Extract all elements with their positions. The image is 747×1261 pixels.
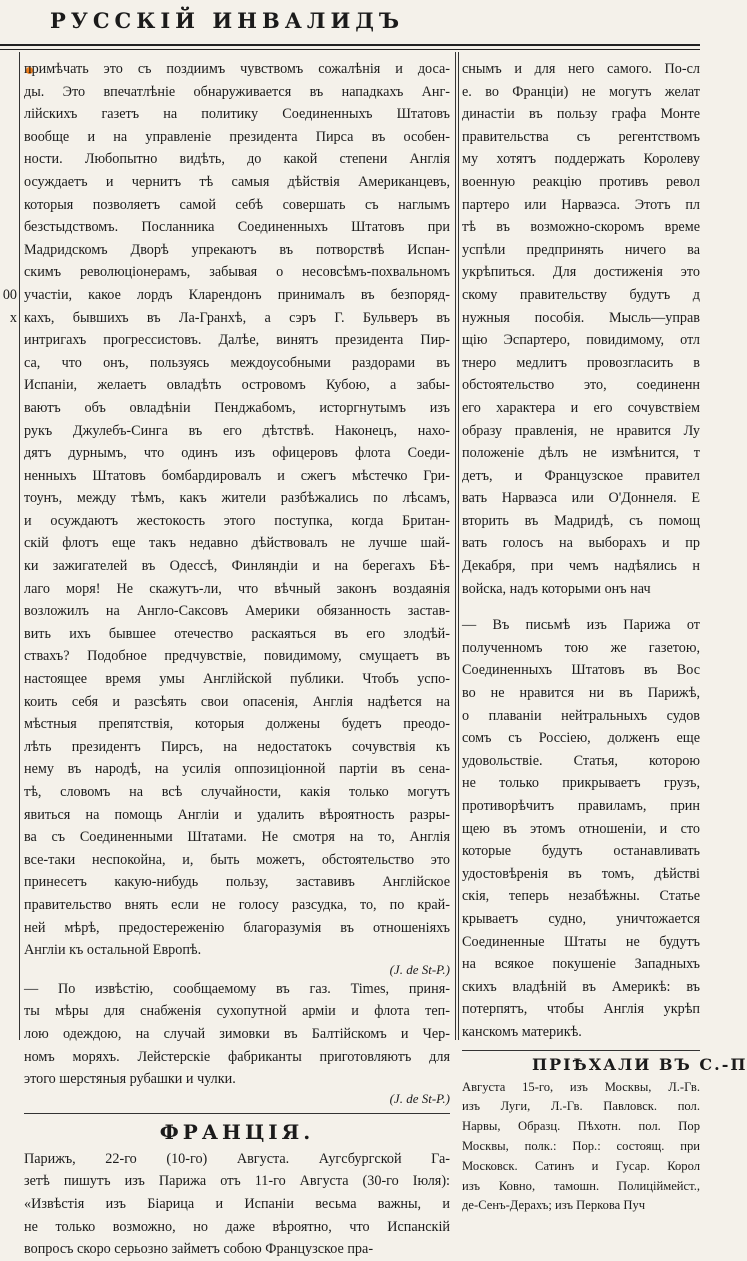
left-fragment: [0, 532, 17, 555]
left-fragment: 00: [2, 286, 17, 303]
text-line: ва съ Соединенными Штатами. Не смотря на то, Англія: [24, 829, 450, 846]
text-line: участіи, какое лордъ Кларендонъ принималъ въ безпоряд-: [24, 286, 450, 303]
text-line: все-таки неспокойна, и, быть можетъ, обстоятельство это: [24, 851, 450, 868]
text-line: которые будутъ останавливать: [462, 843, 700, 860]
left-fragment: [0, 239, 17, 262]
text-line: обстоятельство это, соединенн: [462, 377, 700, 394]
text-line: вить ихъ бывшее отечество раскаяться въ его злодѣй-: [24, 625, 450, 642]
text-line: коить себя и разсѣять свои опасенія, Англія надѣется на: [24, 693, 450, 710]
arrivals-list: [462, 1078, 700, 1217]
left-fragment: [0, 1075, 17, 1098]
left-fragment: [0, 510, 17, 533]
text-line: лаго моря! Не скажутъ-ли, что вѣчный законъ воздаянія: [24, 580, 450, 597]
text-line: полученномъ тою же газетою,: [462, 639, 700, 656]
text-line: Декабря, при чемъ надѣялись н: [462, 558, 700, 575]
left-fragment: [0, 81, 17, 104]
left-fragment: [0, 555, 17, 578]
section-title-france: ФРАНЦІЯ.: [159, 1119, 315, 1144]
text-line: ности. Любопытно видѣть, до какой степени Англія: [24, 151, 450, 168]
text-line: образу правленія, не нравится Лу: [462, 422, 700, 439]
source-signature-2: (J. de St-P.): [389, 1090, 450, 1106]
text-line: ней мѣрѣ, предостереженію благоразумія въ отношеніяхъ: [24, 919, 450, 936]
left-fragment: [0, 420, 17, 443]
text-line: ды. Это впечатлѣніе обнаруживается въ нападкахъ Анг-: [24, 83, 450, 100]
newspaper-title: РУССКІЙ ИНВАЛИДЪ: [50, 8, 405, 33]
text-line: примѣчать это съ поздиимъ чувствомъ сожалѣнія и доса-: [24, 61, 450, 77]
article-spain-continued: [462, 58, 700, 600]
text-line: тнеро медлитъ провозгласить в: [462, 354, 700, 371]
text-line: не только прикрываетъ грузъ,: [462, 775, 700, 792]
text-line: партеро или Нарваэса. Этотъ пл: [462, 196, 700, 213]
left-fragment: [0, 871, 17, 894]
column-divider-right-inner: [458, 52, 459, 1040]
text-line: и осуждаютъ жестокость этого поступка, когда Британ-: [24, 512, 450, 529]
text-line: его характера и его сочувствіем: [462, 399, 700, 416]
article-paris: [24, 1148, 450, 1261]
text-line: скій флотъ еще такъ недавно дѣйствовалъ не лучше шай-: [24, 535, 450, 552]
left-fragment: [0, 1030, 17, 1053]
text-line: лою одеждою, на случай зимовки въ Балтійскомъ и Чер-: [24, 1025, 450, 1042]
text-line: сомъ съ Россіею, долженъ еще: [462, 730, 700, 747]
text-line: тѣ, словомъ на всѣ случайности, какія только могутъ: [24, 784, 450, 800]
text-line: канскомъ материкѣ.: [462, 1023, 582, 1040]
text-line: о плаваніи нейтральныхъ судов: [462, 707, 700, 724]
text-line: Мадридскомъ Дворѣ упрекаютъ въ потворствѣ Испан-: [24, 241, 450, 258]
text-line: династіи въ пользу графа Монте: [462, 106, 700, 123]
left-fragment: [0, 781, 17, 804]
left-fragment: [0, 216, 17, 239]
left-fragment: [0, 374, 17, 397]
text-line: ваютъ объ овладѣніи Пенджабомъ, исторгнутымъ изъ: [24, 399, 450, 416]
text-line: успѣли предпринять ничего ва: [462, 241, 700, 258]
text-line: са, что онъ, пользуясь междоусобными раздорами въ: [24, 354, 450, 371]
text-line: тоунъ, между тѣмъ, какъ жители разбѣжались по лѣсамъ,: [24, 490, 450, 507]
left-fragment: [0, 736, 17, 759]
text-line: вать Нарваэса или О'Доннеля. Е: [462, 490, 700, 507]
text-line: войска, надъ которыми онъ нач: [462, 580, 651, 597]
right-column: [462, 58, 747, 1216]
arrival-line: Москвы, полк.: Пор.: состоящ. при: [462, 1138, 700, 1153]
text-line: нужныя пособія. Мысль—управ: [462, 309, 700, 326]
text-line: осуждаетъ и чернитъ тѣ самыя дѣйствія Американцевъ,: [24, 173, 450, 190]
text-line: тѣ въ возможно-скоромъ време: [462, 219, 700, 236]
arrivals-divider: [462, 1050, 700, 1051]
text-line: рукъ Джулебъ-Синга въ его дѣтствѣ. Наконецъ, нахо-: [24, 422, 450, 439]
text-line: скимъ революціонерамъ, забывая о несовсѣмъ-похвальномъ: [24, 264, 450, 281]
arrival-line: де-Сенъ-Дерахъ; изъ Перкова Пуч: [462, 1198, 646, 1213]
text-line: укрѣпиться. Для достиженія это: [462, 264, 700, 281]
text-line: — По извѣстію, сообщаемому въ газ. Times, приня-: [24, 980, 450, 997]
left-fragment: [0, 148, 17, 171]
article-times-note: [24, 978, 450, 1091]
left-fragment: [0, 465, 17, 488]
top-rule-thin: [0, 49, 700, 50]
text-line: положеніе дѣлъ не измѣнится, т: [462, 445, 700, 462]
text-line: ки зажигателей въ Одессѣ, Финляндіи и на берегахъ Бѣ-: [24, 558, 450, 575]
left-fragment: [0, 487, 17, 510]
left-fragment: [0, 645, 17, 668]
text-line: щію Эспартеро, повидимому, отл: [462, 332, 700, 349]
arrivals-heading: ПРІѢХАЛИ ВЪ С.-П: [532, 1054, 747, 1074]
text-line: этого шерстяныя рубашки и чулки.: [24, 1071, 236, 1088]
column-divider-right: [455, 52, 456, 1040]
left-fragment: [0, 578, 17, 601]
text-line: Соединенныхъ Штатовъ въ Вос: [462, 662, 700, 679]
text-line: Испаніи, желаетъ овладѣть островомъ Кубою, а забы-: [24, 377, 450, 394]
left-fragment: [0, 1052, 17, 1075]
left-column-fragment: [0, 58, 17, 1097]
text-line: Англіи къ остальной Европѣ.: [24, 942, 202, 959]
text-line: интригахъ прогрессистовъ. Далѣе, винятъ президента Пир-: [24, 332, 450, 349]
text-line: Парижъ, 22-го (10-го) Августа. Аугсбургской Га-: [24, 1150, 450, 1167]
left-fragment: [0, 194, 17, 217]
text-line: удостовѣренія въ томъ, дѣйстві: [462, 865, 700, 882]
text-line: потерпятъ, чтобы Англія укрѣп: [462, 1001, 700, 1018]
text-line: кахъ, бывшихъ въ Ла-Гранхѣ, а сэръ Г. Бульверъ въ: [24, 309, 450, 326]
text-line: безстыдствомъ. Посланника Соединенныхъ Штатовъ при: [24, 219, 450, 236]
left-fragment: x: [9, 309, 17, 326]
text-line: правительство внять если не голосу разсудка, то, по край-: [24, 896, 450, 913]
left-fragment: [0, 668, 17, 691]
column-divider-left: [19, 52, 20, 1040]
left-fragment: [0, 600, 17, 623]
left-fragment: [0, 397, 17, 420]
text-line: вообще и на управленіе президента Пирса въ особен-: [24, 128, 450, 145]
text-line: на всякое покушеніе Западныхъ: [462, 956, 700, 973]
text-line: щею въ этомъ отношеніи, и сто: [462, 820, 700, 837]
text-line: крываетъ судно, уничтожается: [462, 910, 700, 927]
text-line: е. во Франціи) не могутъ желат: [462, 83, 700, 100]
text-line: вторить въ Мадридѣ, съ помощ: [462, 512, 700, 529]
arrival-line: Августа 15-го, изъ Москвы, Л.-Гв.: [462, 1079, 700, 1094]
left-fragment: [0, 713, 17, 736]
section-divider: [24, 1113, 450, 1114]
arrival-line: Нарвы, Образц. Пѣхотн. пол. Пор: [462, 1119, 700, 1134]
article-us-letter: [462, 614, 700, 1043]
left-fragment: [0, 58, 17, 81]
left-fragment: [0, 826, 17, 849]
left-fragment: [0, 352, 17, 375]
left-fragment: [0, 917, 17, 940]
left-fragment: [0, 962, 17, 985]
source-signature: (J. de St-P.): [389, 961, 450, 977]
text-line: вопросъ скоро серьозно займетъ собою Французское пра-: [24, 1241, 374, 1258]
arrival-line: изъ Луги, Л.-Гв. Павловск. пол.: [462, 1099, 700, 1114]
text-line: скому правительству будутъ д: [462, 286, 700, 303]
text-line: не только возможно, но даже вѣроятно, что Испанскій: [24, 1218, 450, 1235]
text-line: настоящее время умы Англійской публики. Чтобъ успо-: [24, 671, 450, 688]
text-line: детъ, и Французское правител: [462, 467, 700, 484]
text-line: скихъ владѣній въ Америкѣ: въ: [462, 978, 700, 995]
text-line: вать голосъ на выборахъ и пр: [462, 535, 700, 552]
text-line: Соединенные Штаты не будутъ: [462, 933, 700, 950]
text-line: лійскихъ газетъ на политику Соединенныхъ Штатовъ: [24, 106, 450, 123]
left-fragment: [0, 758, 17, 781]
text-line: во не нравится ни въ Парижѣ,: [462, 685, 700, 702]
top-rule: [0, 44, 700, 46]
text-line: явиться на помощь Англіи и удалить вѣроятность разры-: [24, 806, 450, 823]
text-line: му хотятъ поддержать Королеву: [462, 151, 700, 168]
text-line: скія, теперь незабѣжны. Статье: [462, 888, 700, 905]
left-fragment: [0, 984, 17, 1007]
left-fragment: [0, 691, 17, 714]
left-fragment: [0, 1007, 17, 1030]
left-fragment: [0, 849, 17, 872]
text-line: военную реакцію противъ револ: [462, 173, 700, 190]
main-column: [24, 58, 450, 1261]
left-fragment: [0, 939, 17, 962]
text-line: правительства съ регентствомъ: [462, 128, 700, 145]
text-line: возложилъ на Англо-Саксовъ Америки обязанность застав-: [24, 603, 450, 620]
text-line: ненныхъ Штатовъ бомбардировалъ и сжегъ мѣстечко Гри-: [24, 467, 450, 484]
text-line: зетѣ пишутъ изъ Парижа отъ 11-го Августа (30-го Іюля):: [24, 1173, 450, 1190]
left-fragment: [0, 171, 17, 194]
text-line: лѣть президентъ Пирсъ, на недостатокъ сочувствія къ: [24, 738, 450, 755]
left-fragment: [0, 442, 17, 465]
text-line: дятъ дурнымъ, что одинъ изъ офицеровъ флота Соеди-: [24, 445, 450, 462]
text-line: нему въ народѣ, на усилія оппозиціонной партіи въ сена-: [24, 761, 450, 778]
text-line: снымъ и для него самого. По-сл: [462, 61, 700, 77]
text-line: — Въ письмѣ изъ Парижа от: [462, 617, 700, 634]
text-line: удовольствіе. Статья, которою: [462, 752, 700, 769]
left-fragment: [0, 894, 17, 917]
left-fragment: [0, 804, 17, 827]
left-fragment: [0, 126, 17, 149]
masthead: [0, 0, 700, 44]
text-line: ствахъ? Подобное предчувствіе, повидимому, смущаетъ въ: [24, 648, 450, 665]
arrival-line: изъ Ковно, тамошн. Полиціймейст.,: [462, 1178, 700, 1193]
text-line: номъ моряхъ. Лейстерскіе фабриканты приготовляютъ для: [24, 1048, 450, 1065]
text-line: «Извѣстія изъ Біарица и Испаніи весьма важны, и: [24, 1195, 450, 1212]
text-line: мѣстныя препятствія, которыя должены будетъ преодо-: [24, 716, 450, 733]
text-line: противорѣчитъ правиламъ, прин: [462, 798, 700, 814]
left-fragment: [0, 103, 17, 126]
arrival-line: Московск. Сатинъ и Гусар. Корол: [462, 1158, 700, 1173]
text-line: ты мѣры для снабженія сухопутной арміи и флота теп-: [24, 1003, 450, 1020]
left-fragment: [0, 261, 17, 284]
left-fragment: [0, 623, 17, 646]
text-line: которыя позволяетъ самой себѣ совершать съ наглымъ: [24, 196, 450, 213]
article-england: [24, 58, 450, 962]
text-line: принесетъ какую-нибудь пользу, заставивъ Англійское: [24, 874, 450, 891]
left-fragment: [0, 329, 17, 352]
